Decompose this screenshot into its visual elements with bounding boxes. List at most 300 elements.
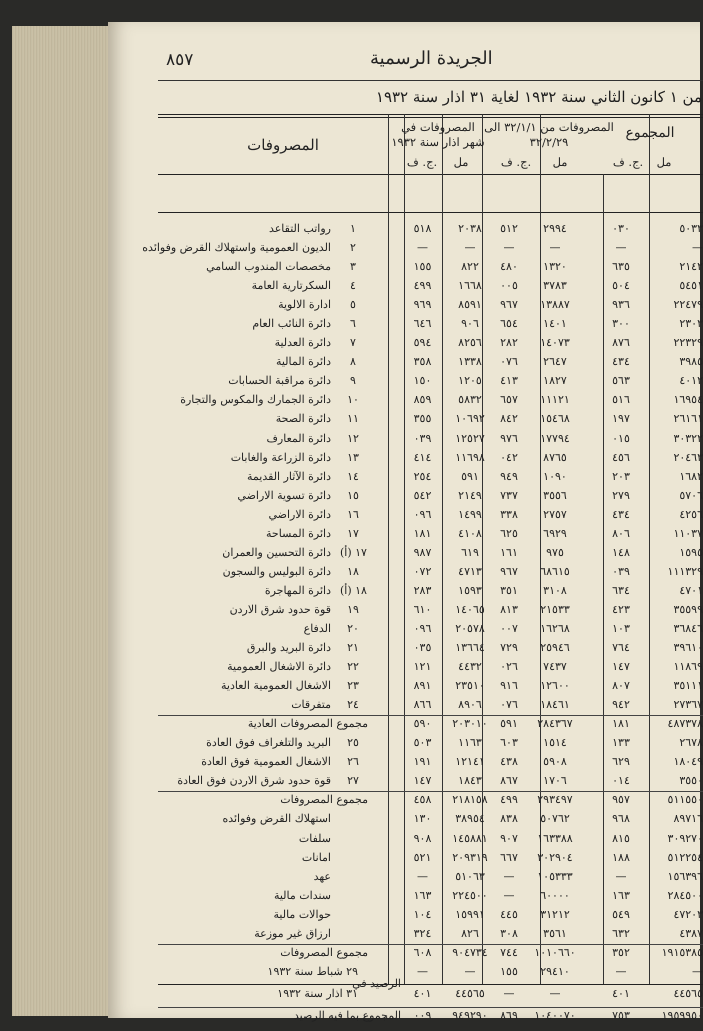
cell-month-mil: ١٨١ bbox=[413, 526, 432, 540]
cell-label: قوة حدود شرق الاردن فوق العادة bbox=[177, 774, 331, 788]
cell-month-lp: ١١٦٣ bbox=[458, 736, 482, 750]
cell-month-mil: ٣٥٨ bbox=[413, 355, 432, 369]
cell-month-mil: ٥٠٣ bbox=[413, 736, 432, 750]
cell-ytd-mil: ٠٤٢ bbox=[500, 450, 518, 464]
cell-ytd-mil: — bbox=[503, 986, 515, 1000]
table-row bbox=[158, 449, 703, 468]
cell-item-no: ٩ bbox=[350, 374, 356, 388]
cell-ytd-mil: ٨٦٩ bbox=[500, 1008, 518, 1022]
cell-total-mil: ٥٦٣ bbox=[612, 374, 630, 388]
table-row bbox=[158, 849, 703, 868]
cell-total-lp: ٢٦١٦١ bbox=[673, 412, 703, 426]
cell-total-lp: ٣٥٥٠ bbox=[679, 774, 703, 788]
balance-row bbox=[158, 963, 703, 990]
cell-label: ارزاق غير موزعة bbox=[254, 926, 331, 940]
cell-total-lp: ٤٧٠١ bbox=[679, 583, 703, 597]
header-divider bbox=[158, 80, 703, 81]
journal-title: الجريدة الرسمية bbox=[370, 48, 493, 69]
cell-ytd-lp: ١٠٥٣٣٣ bbox=[537, 869, 573, 883]
col-header-label: المصروفات bbox=[247, 136, 319, 154]
cell-month-mil: ١٦٣ bbox=[413, 888, 432, 902]
cell-month-mil: ٩٦٩ bbox=[413, 298, 432, 312]
table-row bbox=[158, 563, 703, 582]
cell-month-mil: ٣٥٥ bbox=[413, 412, 432, 426]
cell-label: ٢٩ شباط سنة ١٩٣٢ bbox=[267, 964, 358, 978]
cell-month-mil: ٤٥٨ bbox=[413, 793, 432, 807]
cell-item-no: ١١ bbox=[347, 412, 359, 426]
subtotal-rule bbox=[158, 944, 703, 945]
table-row bbox=[158, 734, 703, 753]
cell-label: الاشغال العمومية العادية bbox=[221, 679, 331, 693]
cell-item-no: ١٨ bbox=[347, 564, 359, 578]
cell-total-lp: ٤٢٥٦ bbox=[679, 507, 703, 521]
table-row bbox=[158, 410, 703, 429]
cell-total-lp: — bbox=[692, 241, 703, 255]
cell-total-lp: ١٨٠٤٩ bbox=[673, 755, 703, 769]
table-row bbox=[158, 868, 703, 887]
cell-month-lp: ٨٩٠٦ bbox=[458, 698, 482, 712]
col-unit-month-mil: مل bbox=[453, 155, 469, 169]
cell-total-lp: ٣٩٦١٠ bbox=[673, 641, 703, 655]
cell-ytd-mil: ٨١٣ bbox=[500, 602, 518, 616]
cell-item-no: ١٦ bbox=[347, 507, 359, 521]
cell-month-lp: ١٢٥٢٧ bbox=[455, 431, 485, 445]
cell-label: دائرة الاراضي bbox=[268, 507, 331, 521]
cell-total-lp: ٤٣٨٧ bbox=[679, 926, 703, 940]
table-row bbox=[158, 753, 703, 772]
cell-month-lp: ٣٨٩٥٤ bbox=[455, 812, 485, 826]
cell-total-lp: ٣٠٩٢٧٠ bbox=[667, 831, 703, 845]
cell-ytd-lp: ١٠٩٠ bbox=[543, 469, 567, 483]
cell-month-lp: ٨٥٩١ bbox=[458, 298, 482, 312]
table-row bbox=[158, 830, 703, 849]
cell-ytd-mil: ٨٦٧ bbox=[500, 774, 518, 788]
cell-total-lp: ٢٧٣٦٧ bbox=[673, 698, 703, 712]
cell-item-no: ٢١ bbox=[347, 641, 359, 655]
cell-ytd-lp: ٨٧٦٥ bbox=[543, 450, 567, 464]
cell-item-no: ١٧ bbox=[347, 526, 359, 540]
balance-label: الرصيد في bbox=[352, 976, 401, 990]
cell-item-no: ٢٦ bbox=[347, 755, 359, 769]
cell-total-mil: ٠٣٩ bbox=[612, 564, 630, 578]
col-unit-total-mil: مل bbox=[656, 155, 672, 169]
cell-total-mil: — bbox=[615, 869, 627, 883]
cell-item-no: ٢٤ bbox=[347, 698, 359, 712]
table-body bbox=[142, 220, 703, 1026]
cell-ytd-mil: ٩٦٧ bbox=[500, 298, 518, 312]
cell-month-lp: ١٦٦٨ bbox=[458, 279, 482, 293]
cell-month-mil: ٨٥٩ bbox=[413, 393, 432, 407]
cell-month-mil: ٥٢١ bbox=[413, 850, 432, 864]
cell-item-no: ١٤ bbox=[347, 469, 359, 483]
cell-ytd-mil: ٢٨٢ bbox=[500, 336, 518, 350]
cell-label: البريد والتلغراف فوق العادة bbox=[206, 736, 331, 750]
cell-label: دائرة الزراعة والغابات bbox=[230, 450, 331, 464]
table-row bbox=[158, 487, 703, 506]
cell-total-mil: ٧٦٤ bbox=[612, 641, 630, 655]
cell-total-lp: — bbox=[692, 964, 703, 978]
cell-month-lp: ١٠٦٩٢ bbox=[455, 412, 485, 426]
cell-total-mil: ١٦٣ bbox=[612, 888, 630, 902]
cell-ytd-mil: ٣٥١ bbox=[500, 583, 518, 597]
cell-total-lp: ٣٩٨٥ bbox=[679, 355, 703, 369]
col-unit-ytd-mil: مل bbox=[552, 155, 568, 169]
cell-month-mil: ٤٠١ bbox=[413, 986, 432, 1000]
cell-ytd-lp: ٢٧٥٧ bbox=[543, 507, 567, 521]
cell-month-mil: ٠٠٩ bbox=[413, 1008, 432, 1022]
cell-ytd-mil: ٩٦٧ bbox=[500, 564, 518, 578]
cell-ytd-lp: ٣٥٦١ bbox=[543, 926, 567, 940]
cell-ytd-lp: ٣٥٥٦ bbox=[543, 488, 567, 502]
col-unit-month-lp: ج. ف. bbox=[406, 155, 438, 169]
cell-ytd-lp: ٣١٠٨ bbox=[543, 583, 567, 597]
cell-label: دائرة مراقبة الحسابات bbox=[228, 374, 331, 388]
cell-month-lp: ٤٧١٣ bbox=[458, 564, 482, 578]
table-row bbox=[158, 658, 703, 677]
cell-label: دائرة الآثار القديمة bbox=[247, 469, 331, 483]
cell-label: دائرة تسوية الاراضي bbox=[237, 488, 331, 502]
cell-total-lp: ١٩١٥٣٨٥ bbox=[661, 945, 703, 959]
cell-ytd-mil: ٤٤٥ bbox=[500, 907, 518, 921]
cell-total-mil: ٥٤٩ bbox=[612, 907, 630, 921]
document-page bbox=[108, 22, 703, 1022]
cell-month-mil: ١٥٠ bbox=[413, 374, 432, 388]
cell-label: مجموع المصروفات العادية bbox=[247, 717, 368, 731]
cell-ytd-mil: ٧٤٤ bbox=[500, 945, 518, 959]
cell-total-mil: ٢٧٩ bbox=[612, 488, 630, 502]
cell-total-lp: ٢٢٤٧٩ bbox=[673, 298, 703, 312]
cell-total-mil: ١٠٣ bbox=[612, 621, 630, 635]
page-number: ٨٥٧ bbox=[166, 50, 194, 70]
cell-label: امانات bbox=[301, 850, 331, 864]
table-top-rule-2 bbox=[158, 117, 703, 118]
table-row bbox=[158, 887, 703, 906]
cell-label: دائرة الاشغال العمومية bbox=[227, 660, 331, 674]
cell-month-lp: ١٣٣٨ bbox=[458, 355, 482, 369]
cell-month-mil: — bbox=[417, 964, 428, 978]
cell-total-lp: ٢٣٠٣ bbox=[679, 317, 703, 331]
table-row bbox=[158, 582, 703, 601]
cell-label: مجموع المصروفات bbox=[280, 793, 368, 807]
table-row bbox=[158, 810, 703, 829]
cell-total-mil: ٧٥٣ bbox=[612, 1008, 630, 1022]
balance-row bbox=[158, 985, 703, 1007]
cell-total-mil: ١٣٣ bbox=[612, 736, 630, 750]
table-row bbox=[158, 277, 703, 296]
table-row bbox=[158, 772, 703, 791]
cell-month-lp: ٥١٠٦٣ bbox=[455, 869, 485, 883]
cell-ytd-mil: ٤٨٠ bbox=[500, 260, 518, 274]
cell-ytd-mil: — bbox=[503, 888, 515, 902]
cell-total-mil: ٣٠٠ bbox=[612, 317, 630, 331]
cell-ytd-lp: ٩٧٥ bbox=[546, 545, 564, 559]
col-header-ytd: المصروفات من ٣٢/١/١ الى ٣٢/٢/٢٩ bbox=[484, 120, 614, 149]
cell-item-no: ٢ bbox=[350, 241, 356, 255]
cell-month-lp: ٥٩١ bbox=[461, 469, 479, 483]
cell-total-lp: ١١٠٣٧ bbox=[673, 526, 703, 540]
cell-ytd-mil: ٨٤٢ bbox=[500, 412, 518, 426]
cell-item-no: ١٣ bbox=[347, 450, 359, 464]
cell-month-lp: ٨٢٥٦ bbox=[458, 336, 482, 350]
cell-item-no: ٢٥ bbox=[347, 736, 359, 750]
cell-total-mil: ٠١٤ bbox=[612, 774, 630, 788]
cell-total-mil: ٩٣٦ bbox=[612, 298, 630, 312]
cell-total-lp: ٢٢٣٢٩ bbox=[673, 336, 703, 350]
cell-ytd-lp: ٥٠٧٦٢ bbox=[540, 812, 570, 826]
table-row bbox=[158, 677, 703, 696]
cell-total-mil: ٥١٦ bbox=[612, 393, 630, 407]
cell-ytd-lp: ٢١٥٣٣ bbox=[540, 602, 570, 616]
cell-month-lp: ٢٣٥١٠ bbox=[455, 679, 485, 693]
cell-month-lp: ٢١٨١٥٨ bbox=[452, 793, 488, 807]
cell-month-mil: ٠٣٥ bbox=[413, 641, 432, 655]
table-row bbox=[142, 239, 703, 258]
cell-ytd-lp: ١٥٤٦٨ bbox=[540, 412, 570, 426]
cell-month-mil: ٦١٠ bbox=[413, 602, 432, 616]
table-row bbox=[158, 906, 703, 925]
cell-item-no: ١٢ bbox=[347, 431, 359, 445]
cell-month-lp: ١٨٤٣ bbox=[458, 774, 482, 788]
cell-ytd-mil: ٠٧٦ bbox=[500, 355, 518, 369]
cell-ytd-mil: ٠٧٦ bbox=[500, 698, 518, 712]
cell-total-lp: ٥١٢٢٥٤ bbox=[667, 850, 703, 864]
header-bottom-rule bbox=[158, 174, 703, 175]
cell-ytd-mil: ٤٣٨ bbox=[500, 755, 518, 769]
cell-label: قوة حدود شرق الاردن bbox=[229, 602, 331, 616]
cell-ytd-lp: ٦٩٢٩ bbox=[543, 526, 567, 540]
table-row bbox=[158, 296, 703, 315]
cell-ytd-mil: ٧٣٧ bbox=[500, 488, 518, 502]
cell-total-lp: ٤٠١٢ bbox=[679, 374, 703, 388]
col-header-month: المصروفات في شهر اذار سنة ١٩٣٢ bbox=[391, 120, 485, 149]
cell-month-lp: ١١٦٩٨ bbox=[455, 450, 485, 464]
cell-total-lp: ٣٥٥٩٩ bbox=[673, 602, 703, 616]
cell-ytd-lp: ١٢٦٠٠ bbox=[540, 679, 570, 693]
cell-month-mil: — bbox=[417, 241, 428, 255]
cell-ytd-lp: ٧٤٣٧ bbox=[543, 660, 567, 674]
cell-total-mil: ٤٣٤ bbox=[612, 355, 630, 369]
cell-total-mil: ١٩٧ bbox=[612, 412, 630, 426]
cell-ytd-lp: ١٠٤٠٠٧٠ bbox=[534, 1008, 576, 1022]
cell-ytd-mil: ١٥٥ bbox=[500, 964, 518, 978]
cell-month-lp: ١٤٠٦٥ bbox=[455, 602, 485, 616]
cell-month-lp: ٤٤٥٦٥ bbox=[455, 986, 485, 1000]
cell-month-mil: ٥١٨ bbox=[413, 222, 432, 235]
cell-total-lp: ٤٧٢٠٣ bbox=[673, 907, 703, 921]
cell-month-lp: ١٥٩٩١ bbox=[455, 907, 485, 921]
cell-item-no: ٧ bbox=[350, 336, 356, 350]
cell-ytd-mil: ٣٣٨ bbox=[500, 507, 518, 521]
cell-item-no: ٢٠ bbox=[347, 621, 359, 635]
cell-ytd-lp: — bbox=[549, 986, 561, 1000]
cell-item-no: ٣ bbox=[350, 260, 356, 274]
cell-total-lp: ٢٠٤٦٣ bbox=[673, 450, 703, 464]
grand-total-row bbox=[158, 1007, 703, 1026]
cell-total-lp: ٤٤٥٦٥ bbox=[673, 986, 703, 1000]
cell-total-mil: ٣٥٢ bbox=[612, 945, 630, 959]
cell-ytd-lp: ١٥١٤ bbox=[543, 736, 567, 750]
cell-month-mil: ٩٠٨ bbox=[413, 831, 432, 845]
cell-month-mil: ٠٩٦ bbox=[413, 621, 432, 635]
cell-month-mil: ٩٨٧ bbox=[413, 545, 432, 559]
table-row bbox=[158, 372, 703, 391]
cell-month-lp: ٢٠٩٣١٩ bbox=[452, 850, 488, 864]
table-row bbox=[158, 525, 703, 544]
cell-ytd-lp: ١٨٢٧ bbox=[543, 374, 567, 388]
cell-total-mil: ٤٣٤ bbox=[612, 507, 630, 521]
cell-total-mil: — bbox=[615, 964, 627, 978]
subtotal-rule bbox=[158, 715, 703, 716]
cell-ytd-mil: ٩١٦ bbox=[500, 679, 518, 693]
cell-ytd-mil: ٦٢٥ bbox=[500, 526, 518, 540]
cell-ytd-lp: ٢٩٣٤٩٧ bbox=[537, 793, 573, 807]
cell-ytd-lp: ٣١٢١٢ bbox=[540, 907, 570, 921]
cell-total-mil: ٤٠١ bbox=[612, 986, 630, 1000]
cell-month-lp: ٤٤٣٢ bbox=[458, 660, 482, 674]
cell-total-lp: ٣٥١١١ bbox=[673, 679, 703, 693]
cell-month-lp: ٢٠٣٠١٠ bbox=[452, 717, 488, 731]
cell-label: متفرقات bbox=[291, 698, 331, 712]
cell-total-lp: ٥٠٣٣ bbox=[679, 222, 703, 235]
cell-total-mil: ١٨١ bbox=[612, 717, 630, 731]
cell-label: الديون العمومية واستهلاك القرض وفوائده bbox=[142, 241, 331, 255]
cell-label: استهلاك القرض وفوائده bbox=[222, 812, 331, 826]
table-row bbox=[158, 620, 703, 639]
page-stack-edges bbox=[12, 26, 122, 1016]
col-unit-total-lp: ج. ف. bbox=[612, 155, 644, 169]
cell-ytd-mil: ٠٢٦ bbox=[500, 660, 518, 674]
cell-month-mil: — bbox=[417, 869, 428, 883]
cell-ytd-lp: ٣٠٢٩٠٤ bbox=[537, 850, 573, 864]
cell-total-mil: ٩٤٢ bbox=[612, 698, 630, 712]
cell-total-lp: ٢١٤٢ bbox=[679, 260, 703, 274]
cell-label: دائرة التحسين والعمران bbox=[222, 545, 331, 559]
cell-month-mil: ٢٨٣ bbox=[413, 583, 432, 597]
cell-total-lp: ٥١١٥٥٠ bbox=[667, 793, 703, 807]
cell-label: دائرة المهاجرة bbox=[264, 583, 331, 597]
cell-total-mil: ٨٠٦ bbox=[612, 526, 630, 540]
cell-total-mil: ٩٦٨ bbox=[612, 812, 630, 826]
cell-month-lp: ٩٠٦ bbox=[461, 317, 479, 331]
cell-label: سندات مالية bbox=[273, 888, 331, 902]
cell-ytd-lp: ٥٩٠٨ bbox=[543, 755, 567, 769]
cell-ytd-lp: ١٧٠٦ bbox=[543, 774, 567, 788]
table-row bbox=[158, 601, 703, 620]
cell-total-mil: ٠٣٠ bbox=[612, 222, 630, 235]
cell-ytd-lp: ٢٩٤١٠ bbox=[540, 964, 570, 978]
cell-month-mil: ٥٩٤ bbox=[413, 336, 432, 350]
cell-ytd-mil: ٤٩٩ bbox=[500, 793, 518, 807]
cell-total-lp: ٢٦٧٨ bbox=[679, 736, 703, 750]
cell-month-mil: ٦٤٦ bbox=[413, 317, 432, 331]
table-row bbox=[158, 353, 703, 372]
table-row bbox=[158, 315, 703, 334]
cell-ytd-mil: ٥٩١ bbox=[500, 717, 518, 731]
cell-label: مجموع المصروفات bbox=[280, 945, 368, 959]
cell-ytd-mil: ٣٠٨ bbox=[500, 926, 518, 940]
cell-ytd-lp: ١٣٨٨٧ bbox=[540, 298, 570, 312]
cell-item-no: ١٠ bbox=[347, 393, 359, 407]
cell-item-no: ١٩ bbox=[347, 602, 359, 616]
cell-total-mil: ٦٣٥ bbox=[612, 260, 630, 274]
cell-ytd-mil: ٨٣٨ bbox=[500, 812, 518, 826]
cell-month-mil: ٥٤٢ bbox=[413, 488, 432, 502]
cell-total-mil: ٨١٥ bbox=[612, 831, 630, 845]
cell-ytd-mil: — bbox=[503, 241, 515, 255]
cell-total-mil: ٦٣٤ bbox=[612, 583, 630, 597]
cell-total-lp: ٨٩٧١٦ bbox=[673, 812, 703, 826]
cell-total-mil: ٨٠٧ bbox=[612, 679, 630, 693]
table-row bbox=[158, 391, 703, 410]
cell-month-lp: ٦١٩ bbox=[461, 545, 479, 559]
cell-ytd-lp: ١٧٧٩٤ bbox=[540, 431, 570, 445]
cell-total-lp: ١١٨٦٩ bbox=[673, 660, 703, 674]
cell-ytd-mil: ٩٧٦ bbox=[500, 431, 518, 445]
cell-total-mil: ١٤٧ bbox=[612, 660, 630, 674]
cell-label: سلفات bbox=[298, 831, 331, 845]
table-row bbox=[158, 639, 703, 658]
cell-item-no: ٤ bbox=[350, 279, 356, 293]
cell-month-mil: ٤٩٩ bbox=[413, 279, 432, 293]
table-caption: من ١ كانون الثاني سنة ١٩٣٢ لغاية ٣١ اذار سنة ١٩٣٢ bbox=[375, 88, 702, 106]
cell-ytd-lp: ١٤٠٧٣ bbox=[540, 336, 570, 350]
cell-total-mil: ١٨٨ bbox=[612, 850, 630, 864]
subtotal-row bbox=[158, 715, 703, 734]
cell-month-lp: ٢٠٥٧٨ bbox=[455, 621, 485, 635]
cell-label: دائرة الجمارك والمكوس والتجارة bbox=[180, 393, 331, 407]
cell-ytd-lp: ٣٧٨٣ bbox=[543, 279, 567, 293]
table-row bbox=[158, 696, 703, 715]
cell-item-no: ٢٧ bbox=[347, 774, 359, 788]
cell-month-lp: ١٤٥٨٨١ bbox=[452, 831, 488, 845]
cell-month-lp: ٨٢٢ bbox=[461, 260, 479, 274]
cell-total-lp: ٣٠٣٢٢ bbox=[673, 431, 703, 445]
cell-label: رواتب التقاعد bbox=[268, 222, 331, 235]
cell-item-no: ٢٣ bbox=[347, 679, 359, 693]
cell-total-lp: ١٦٩٥٤ bbox=[673, 393, 703, 407]
cell-ytd-lp: ١٤٠١ bbox=[543, 317, 567, 331]
cell-item-no: ٥ bbox=[350, 298, 356, 312]
cell-month-mil: ٣٢٤ bbox=[413, 926, 432, 940]
cell-ytd-lp: ٢٩٩٤ bbox=[543, 222, 567, 235]
cell-label: ادارة الالوية bbox=[278, 298, 331, 312]
cell-item-no: ٢٢ bbox=[347, 660, 359, 674]
table-row bbox=[158, 506, 703, 525]
cell-total-mil: ٥٠٤ bbox=[612, 279, 630, 293]
cell-month-lp: — bbox=[464, 241, 476, 255]
col-header-total: المجموع bbox=[625, 125, 675, 141]
cell-ytd-mil: ٥١٢ bbox=[500, 222, 518, 235]
cell-total-lp: ١٦٨٢ bbox=[679, 469, 703, 483]
cell-item-no: ٦ bbox=[350, 317, 356, 331]
cell-label: السكرتارية العامة bbox=[251, 279, 331, 293]
subtotal-rule bbox=[158, 1007, 703, 1008]
cell-ytd-mil: ٦٥٤ bbox=[500, 317, 518, 331]
cell-label: ٣١ اذار سنة ١٩٣٢ bbox=[277, 986, 358, 1000]
cell-item-no: ١٥ bbox=[347, 488, 359, 502]
cell-month-lp: ١٥٩٣ bbox=[458, 583, 482, 597]
cell-label: مخصصات المندوب السامي bbox=[206, 260, 331, 274]
total-row bbox=[158, 944, 703, 963]
cell-month-lp: ٤١٠٨ bbox=[458, 526, 482, 540]
cell-total-mil: ٤٢٣ bbox=[612, 602, 630, 616]
subtotal-rule bbox=[158, 791, 703, 792]
table-row bbox=[158, 925, 703, 944]
cell-ytd-lp: ٦٨٦١٥ bbox=[540, 564, 570, 578]
cell-month-lp: ٩٤٩٢٩٠ bbox=[452, 1008, 488, 1022]
cell-ytd-mil: ٠٠٥ bbox=[500, 279, 518, 293]
cell-total-lp: ١٩٥٩٩٥٠ bbox=[661, 1008, 703, 1022]
